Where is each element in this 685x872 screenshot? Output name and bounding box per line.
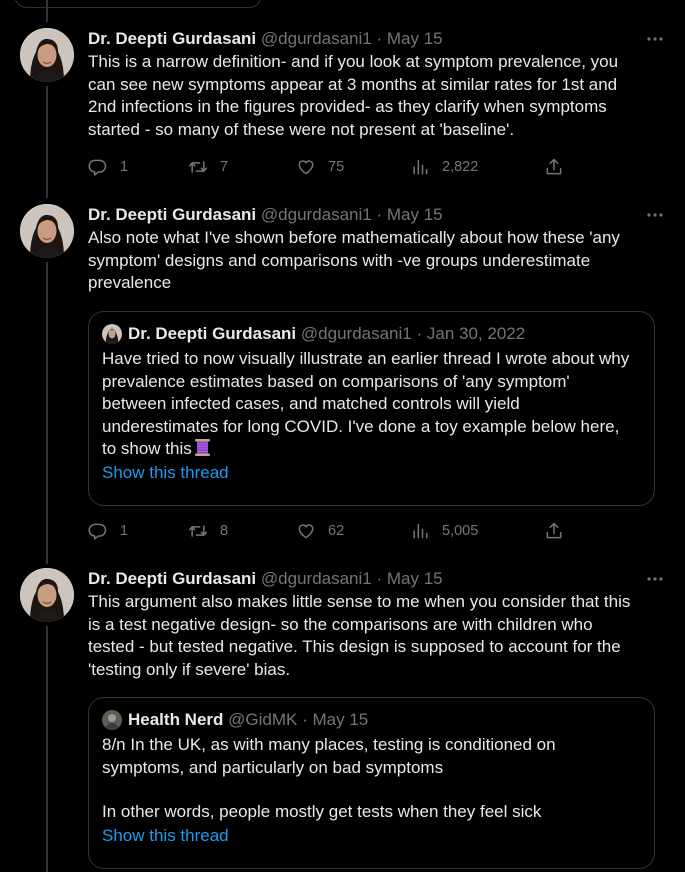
show-thread-link[interactable]: Show this thread — [102, 825, 229, 845]
tweet-text-line: 2nd infections in the figures provided- as they clarify when symptoms — [88, 97, 607, 116]
reply-count: 1 — [120, 159, 129, 175]
quoted-tweet-text — [102, 734, 641, 824]
tweet-text — [88, 227, 648, 295]
separator-dot: · — [376, 205, 383, 224]
retweet-count: 7 — [220, 159, 229, 175]
more-dots-icon[interactable] — [644, 206, 666, 224]
author-handle[interactable]: @dgurdasani1 — [260, 205, 372, 224]
quoted-text-line: to show this — [102, 439, 192, 458]
tweet[interactable] — [0, 28, 685, 183]
view-count: 5,005 — [442, 523, 479, 539]
tweet-text-line: This argument also makes little sense to me when you consider that this — [88, 592, 631, 611]
views-button[interactable] — [410, 157, 478, 177]
retweet-count: 8 — [220, 523, 229, 539]
quoted-text-line: prevalence estimates based on comparisons of 'any symptom' — [102, 371, 570, 391]
retweet-icon — [188, 157, 208, 177]
separator-dot: · — [416, 324, 423, 343]
author-handle[interactable]: @dgurdasani1 — [260, 569, 372, 588]
tweet-text-line: 'testing only if severe' bias. — [88, 659, 291, 679]
author-name[interactable]: Dr. Deepti Gurdasani — [88, 29, 257, 48]
share-icon — [544, 157, 564, 177]
quoted-text-line: In other words, people mostly get tests when they feel sick — [102, 802, 542, 821]
like-button[interactable] — [296, 157, 344, 177]
quoted-text-line: Have tried to now visually illustrate an earlier thread I wrote about why — [102, 349, 630, 368]
tweet-date[interactable]: May 15 — [386, 205, 443, 224]
quoted-author-handle: @dgurdasani1 — [300, 324, 412, 343]
quoted-tweet[interactable] — [88, 697, 655, 869]
tweet-text-line: started - so many of these were not present at 'baseline'. — [88, 119, 515, 139]
quoted-text-line: underestimates for long COVID. I've done a toy example below here, — [102, 416, 620, 436]
views-chart-icon — [410, 521, 430, 541]
views-button[interactable] — [410, 521, 478, 541]
like-button[interactable] — [296, 521, 344, 541]
share-icon — [544, 521, 564, 541]
more-dots-icon[interactable] — [644, 30, 666, 48]
spool-of-thread-emoji-icon — [195, 439, 210, 456]
paragraph-gap — [102, 779, 641, 801]
tweet-date[interactable]: May 15 — [386, 29, 443, 48]
quoted-tweet-date: Jan 30, 2022 — [426, 324, 526, 343]
views-chart-icon — [410, 157, 430, 177]
thread-connector-line — [46, 0, 48, 22]
tweet-text-line: is a test negative design- so the comparisons are with children who — [88, 614, 593, 634]
quoted-tweet-text — [102, 348, 641, 461]
tweet-text — [88, 591, 648, 681]
heart-icon — [296, 157, 316, 177]
quoted-tweet-header — [102, 708, 641, 732]
reply-button[interactable] — [88, 157, 128, 177]
avatar[interactable] — [20, 568, 74, 622]
retweet-icon — [188, 521, 208, 541]
author-name[interactable]: Dr. Deepti Gurdasani — [88, 205, 257, 224]
tweet-actions — [88, 521, 568, 541]
reply-button[interactable] — [88, 521, 128, 541]
quoted-text-line: symptoms, and particularly on bad symptoms — [102, 757, 444, 777]
quoted-tweet-date: May 15 — [312, 710, 369, 729]
quoted-author-handle: @GidMK — [228, 710, 298, 729]
tweet-text — [88, 51, 648, 141]
avatar[interactable] — [20, 28, 74, 82]
separator-dot: · — [302, 710, 308, 729]
quoted-text-line: 8/n In the UK, as with many places, testing is conditioned on — [102, 735, 556, 754]
tweet-text-line: tested - but tested negative. This design is supposed to account for the — [88, 637, 621, 656]
author-name[interactable]: Dr. Deepti Gurdasani — [88, 569, 257, 588]
show-thread-link[interactable]: Show this thread — [102, 462, 229, 482]
quoted-tweet-header — [102, 322, 641, 346]
tweet-text-line: This is a narrow definition- and if you look at symptom prevalence, you — [88, 52, 619, 71]
view-count: 2,822 — [442, 159, 479, 175]
quoted-avatar — [102, 324, 122, 344]
quoted-author-name: Dr. Deepti Gurdasani — [128, 324, 297, 343]
separator-dot: · — [376, 29, 383, 48]
like-count: 75 — [328, 159, 345, 175]
retweet-button[interactable] — [188, 521, 228, 541]
share-button[interactable] — [544, 521, 576, 541]
previous-card-edge — [14, 0, 262, 8]
avatar[interactable] — [20, 204, 74, 258]
reply-icon — [88, 521, 108, 541]
heart-icon — [296, 521, 316, 541]
tweet-header — [88, 28, 648, 50]
quoted-text-line-with-emoji — [102, 438, 641, 461]
tweet[interactable] — [0, 204, 685, 544]
reply-icon — [88, 157, 108, 177]
tweet[interactable] — [0, 568, 685, 872]
more-dots-icon[interactable] — [644, 570, 666, 588]
tweet-header — [88, 568, 648, 590]
tweet-text-line: Also note what I've shown before mathematically about how these 'any — [88, 228, 620, 247]
quoted-text-line: between infected cases, and matched controls will yield — [102, 394, 520, 413]
tweet-text-line: can see new symptoms appear at 3 months at similar rates for 1st and — [88, 74, 618, 94]
separator-dot: · — [376, 569, 383, 588]
retweet-button[interactable] — [188, 157, 228, 177]
tweet-header — [88, 204, 648, 226]
quoted-tweet[interactable] — [88, 311, 655, 506]
tweet-actions — [88, 157, 568, 177]
tweet-text-line: symptom' designs and comparisons with -ve groups underestimate — [88, 250, 591, 270]
reply-count: 1 — [120, 523, 129, 539]
tweet-date[interactable]: May 15 — [386, 569, 443, 588]
quoted-avatar — [102, 710, 122, 730]
like-count: 62 — [328, 523, 345, 539]
tweet-text-line: prevalence — [88, 273, 172, 292]
author-handle[interactable]: @dgurdasani1 — [260, 29, 372, 48]
quoted-author-name: Health Nerd — [128, 710, 224, 729]
share-button[interactable] — [544, 157, 576, 177]
